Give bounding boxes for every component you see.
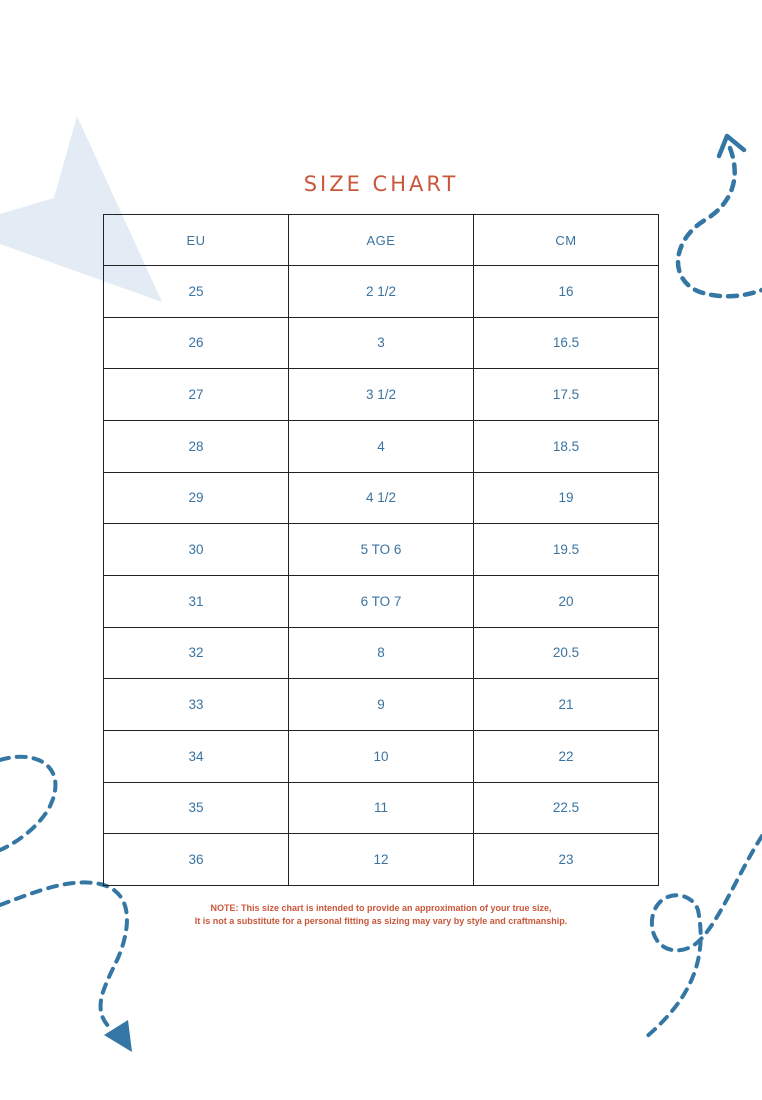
cell-cm: 20.5 <box>474 627 659 679</box>
table-row <box>104 627 659 679</box>
table-row <box>104 266 659 318</box>
dashed-loop-bottom-right <box>645 836 762 1038</box>
table-row <box>104 730 659 782</box>
table-row <box>104 834 659 886</box>
cell-age: 6 TO 7 <box>289 575 474 627</box>
cell-age: 8 <box>289 627 474 679</box>
header-eu: EU <box>104 215 289 266</box>
cell-age: 3 1/2 <box>289 369 474 421</box>
table-row <box>104 679 659 731</box>
dashed-arrow-top-right <box>678 148 762 296</box>
table-row <box>104 472 659 524</box>
cell-cm: 16 <box>474 266 659 318</box>
header-cm: CM <box>474 215 659 266</box>
cell-cm: 22.5 <box>474 782 659 834</box>
table-row <box>104 524 659 576</box>
arrow-head-top-right <box>719 136 744 156</box>
cell-cm: 21 <box>474 679 659 731</box>
cell-eu: 31 <box>104 575 289 627</box>
cell-age: 5 TO 6 <box>289 524 474 576</box>
arrow-head-bottom-left <box>104 1020 132 1052</box>
header-age: AGE <box>289 215 474 266</box>
cell-age: 2 1/2 <box>289 266 474 318</box>
cell-cm: 17.5 <box>474 369 659 421</box>
cell-eu: 29 <box>104 472 289 524</box>
table-row <box>104 575 659 627</box>
table-header-row <box>104 215 659 266</box>
cell-cm: 19 <box>474 472 659 524</box>
cell-eu: 25 <box>104 266 289 318</box>
cell-eu: 35 <box>104 782 289 834</box>
cell-eu: 36 <box>104 834 289 886</box>
cell-cm: 20 <box>474 575 659 627</box>
cell-cm: 23 <box>474 834 659 886</box>
page-title: SIZE CHART <box>303 172 459 196</box>
cell-cm: 16.5 <box>474 317 659 369</box>
cell-eu: 27 <box>104 369 289 421</box>
cell-age: 11 <box>289 782 474 834</box>
cell-cm: 18.5 <box>474 420 659 472</box>
table-row <box>104 369 659 421</box>
size-chart-table <box>103 214 659 886</box>
cell-cm: 19.5 <box>474 524 659 576</box>
table-row <box>104 420 659 472</box>
table-row <box>104 317 659 369</box>
cell-eu: 34 <box>104 730 289 782</box>
cell-age: 3 <box>289 317 474 369</box>
cell-age: 12 <box>289 834 474 886</box>
table-row <box>104 782 659 834</box>
note-line-1: NOTE: This size chart is intended to provide an approximation of your true size, <box>210 903 552 913</box>
cell-age: 10 <box>289 730 474 782</box>
cell-eu: 32 <box>104 627 289 679</box>
cell-age: 4 <box>289 420 474 472</box>
cell-cm: 22 <box>474 730 659 782</box>
note-line-2: It is not a substitute for a personal fitting as sizing may vary by style and craftmanship. <box>194 916 568 926</box>
size-note <box>0 902 762 928</box>
cell-age: 4 1/2 <box>289 472 474 524</box>
cell-eu: 30 <box>104 524 289 576</box>
cell-eu: 28 <box>104 420 289 472</box>
cell-eu: 26 <box>104 317 289 369</box>
cell-eu: 33 <box>104 679 289 731</box>
cell-age: 9 <box>289 679 474 731</box>
